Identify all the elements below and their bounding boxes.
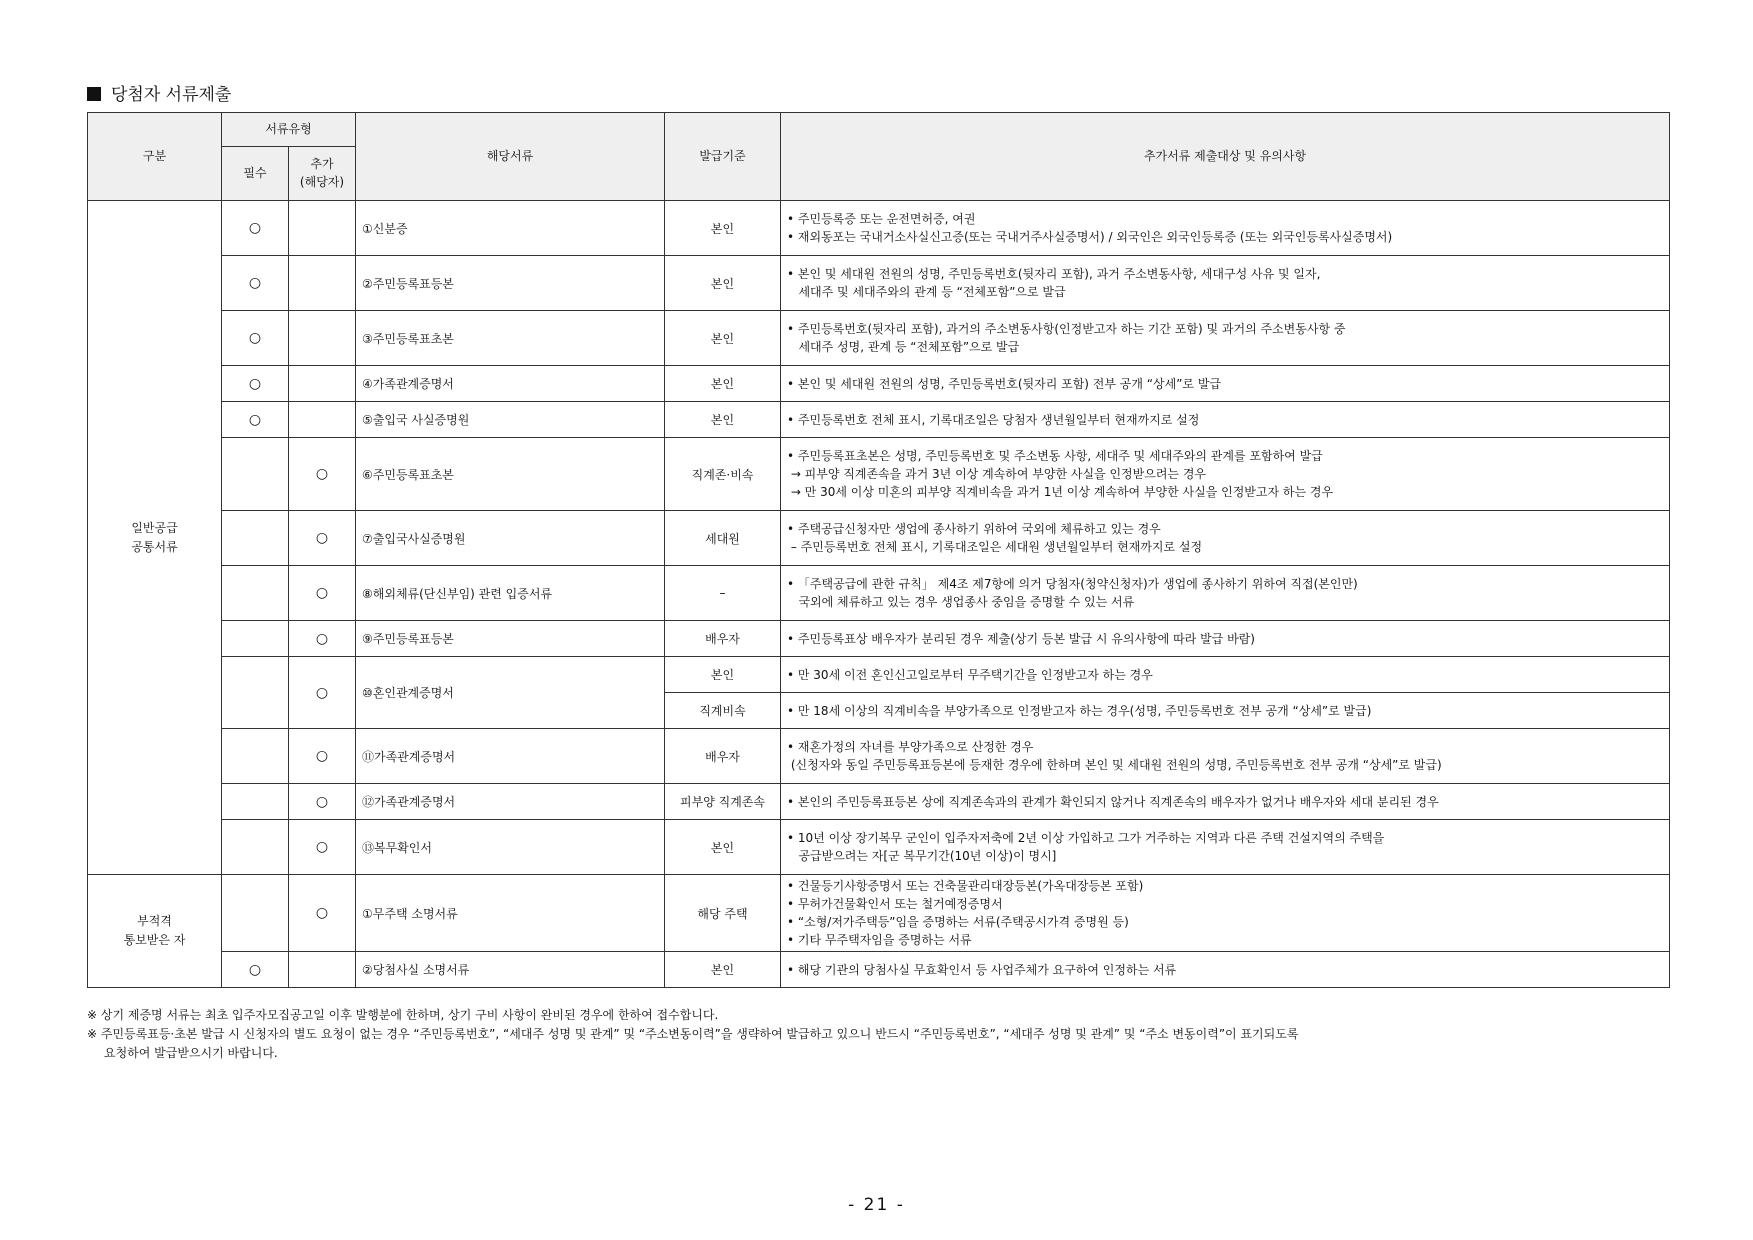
issuance-standard: 피부양 직계존속 [665, 784, 781, 820]
document-name: ②당첨사실 소명서류 [356, 952, 665, 988]
header-category: 구분 [88, 113, 222, 201]
issuance-standard: 본인 [665, 402, 781, 438]
table-row [88, 402, 1670, 438]
table-row [88, 875, 1670, 952]
notes-cell: • 재혼가정의 자녀를 부양가족으로 산정한 경우 (신청자와 동일 주민등록표등본에 등재한 경우에 한하며 본인 및 세대원 전원의 성명, 주민등록번호 전부 공개 “상세”로 발급) [781, 729, 1670, 784]
required-mark [222, 566, 289, 621]
required-mark: ○ [222, 366, 289, 402]
header-standard: 발급기준 [665, 113, 781, 201]
issuance-standard: 본인 [665, 952, 781, 988]
issuance-standard: 본인 [665, 201, 781, 256]
additional-mark [289, 952, 356, 988]
table-row [88, 311, 1670, 366]
document-name: ⑧해외체류(단신부임) 관련 입증서류 [356, 566, 665, 621]
table-row [88, 621, 1670, 657]
issuance-standard: 본인 [665, 657, 781, 693]
table-row [88, 256, 1670, 311]
issuance-standard: 본인 [665, 820, 781, 875]
footnote-2-continued [87, 1044, 1687, 1063]
additional-mark [289, 366, 356, 402]
additional-mark [289, 201, 356, 256]
required-mark [222, 784, 289, 820]
required-mark [222, 621, 289, 657]
document-name: ⑥주민등록표초본 [356, 438, 665, 511]
notes-cell: • 주민등록번호(뒷자리 포함), 과거의 주소변동사항(인정받고자 하는 기간 포함) 및 과거의 주소변동사항 중 세대주 성명, 관계 등 “전체포함”으로 발급 [781, 311, 1670, 366]
additional-mark: ○ [289, 657, 356, 729]
notes-cell: • 「주택공급에 관한 규칙」 제4조 제7항에 의거 당첨자(청약신청자)가 생업에 종사하기 위하여 직접(본인만) 국외에 체류하고 있는 경우 생업종사 중임을 증명할 수 있는 서류 [781, 566, 1670, 621]
issuance-standard: 해당 주택 [665, 875, 781, 952]
table-row [88, 657, 1670, 693]
header-document: 해당서류 [356, 113, 665, 201]
additional-mark: ○ [289, 820, 356, 875]
table-row [88, 952, 1670, 988]
additional-mark: ○ [289, 784, 356, 820]
header-doc-type: 서류유형 [222, 113, 356, 147]
issuance-standard: 배우자 [665, 621, 781, 657]
required-mark: ○ [222, 402, 289, 438]
square-bullet-icon [87, 87, 101, 101]
section-heading [87, 80, 231, 105]
table-row [88, 366, 1670, 402]
additional-mark: ○ [289, 511, 356, 566]
required-mark [222, 875, 289, 952]
document-name: ⑤출입국 사실증명원 [356, 402, 665, 438]
required-mark [222, 438, 289, 511]
notes-cell: • 주민등록표상 배우자가 분리된 경우 제출(상기 등본 발급 시 유의사항에 따라 발급 바람) [781, 621, 1670, 657]
issuance-standard: 배우자 [665, 729, 781, 784]
required-mark [222, 657, 289, 729]
table-row [88, 820, 1670, 875]
category-cell: 부적격 통보받은 자 [88, 875, 222, 988]
notes-cell: • 10년 이상 장기복무 군인이 입주자저축에 2년 이상 가입하고 그가 거주하는 지역과 다른 주택 건설지역의 주택을 공급받으려는 자[군 복무기간(10년 이상)이 명시] [781, 820, 1670, 875]
required-mark [222, 511, 289, 566]
footnote-1: ※ 상기 제증명 서류는 최초 입주자모집공고일 이후 발행분에 한하며, 상기 구비 사항이 완비된 경우에 한하여 접수합니다. [87, 1008, 719, 1022]
notes-cell: • 본인의 주민등록표등본 상에 직계존속과의 관계가 확인되지 않거나 직계존속의 배우자가 없거나 배우자와 세대 분리된 경우 [781, 784, 1670, 820]
additional-mark [289, 311, 356, 366]
document-name: ⑦출입국사실증명원 [356, 511, 665, 566]
document-name: ⑬복무확인서 [356, 820, 665, 875]
additional-mark [289, 256, 356, 311]
issuance-standard: 본인 [665, 256, 781, 311]
table-row [88, 729, 1670, 784]
issuance-standard: 세대원 [665, 511, 781, 566]
additional-mark: ○ [289, 729, 356, 784]
notes-cell: • 만 18세 이상의 직계비속을 부양가족으로 인정받고자 하는 경우(성명, 주민등록번호 전부 공개 “상세”로 발급) [781, 693, 1670, 729]
issuance-standard: 본인 [665, 366, 781, 402]
notes-cell: • 해당 기관의 당첨사실 무효확인서 등 사업주체가 요구하여 인정하는 서류 [781, 952, 1670, 988]
required-mark: ○ [222, 311, 289, 366]
footnote-2-continued-text: 요청하여 발급받으시기 바랍니다. [104, 1046, 278, 1060]
additional-mark: ○ [289, 875, 356, 952]
table-row [88, 201, 1670, 256]
document-name: ②주민등록표등본 [356, 256, 665, 311]
issuance-standard: 직계비속 [665, 693, 781, 729]
header-notes: 추가서류 제출대상 및 유의사항 [781, 113, 1670, 201]
notes-cell: • 만 30세 이전 혼인신고일로부터 무주택기간을 인정받고자 하는 경우 [781, 657, 1670, 693]
document-name: ①무주택 소명서류 [356, 875, 665, 952]
notes-cell: • 주민등록표초본은 성명, 주민등록번호 및 주소변동 사항, 세대주 및 세대주와의 관계를 포함하여 발급 → 피부양 직계존속을 과거 3년 이상 계속하여 부양한 사실을 인정받으려는 경우 → 만 30세 이상 미혼의 피부양 직계비속을 과거 1년 이상 계속하여 부양한 사실을 인정받고자 하는 경우 [781, 438, 1670, 511]
additional-mark [289, 402, 356, 438]
document-name: ⑩혼인관계증명서 [356, 657, 665, 729]
required-mark: ○ [222, 256, 289, 311]
issuance-standard: 직계존·비속 [665, 438, 781, 511]
additional-mark: ○ [289, 621, 356, 657]
notes-cell: • 주택공급신청자만 생업에 종사하기 위하여 국외에 체류하고 있는 경우 – 주민등록번호 전체 표시, 기록대조일은 세대원 생년월일부터 현재까지로 설정 [781, 511, 1670, 566]
document-name: ⑫가족관계증명서 [356, 784, 665, 820]
notes-cell: • 주민등록번호 전체 표시, 기록대조일은 당첨자 생년월일부터 현재까지로 설정 [781, 402, 1670, 438]
page-number: - 21 - [848, 1195, 905, 1215]
notes-cell: • 주민등록증 또는 운전면허증, 여권 • 재외동포는 국내거소사실신고증(또는 국내거주사실증명서) / 외국인은 외국인등록증 (또는 외국인등록사실증명서) [781, 201, 1670, 256]
documents-table [87, 112, 1670, 988]
additional-mark: ○ [289, 566, 356, 621]
section-title: 당첨자 서류제출 [111, 85, 232, 105]
issuance-standard: 본인 [665, 311, 781, 366]
header-additional: 추가 (해당자) [289, 147, 356, 201]
document-name: ③주민등록표초본 [356, 311, 665, 366]
notes-cell: • 본인 및 세대원 전원의 성명, 주민등록번호(뒷자리 포함) 전부 공개 “상세”로 발급 [781, 366, 1670, 402]
document-name: ①신분증 [356, 201, 665, 256]
additional-mark: ○ [289, 438, 356, 511]
document-name: ⑪가족관계증명서 [356, 729, 665, 784]
issuance-standard: – [665, 566, 781, 621]
category-cell: 일반공급 공통서류 [88, 201, 222, 875]
required-mark: ○ [222, 952, 289, 988]
table-row [88, 784, 1670, 820]
table-body [88, 201, 1670, 988]
required-mark [222, 729, 289, 784]
document-name: ④가족관계증명서 [356, 366, 665, 402]
footnote-2: ※ 주민등록표등·초본 발급 시 신청자의 별도 요청이 없는 경우 “주민등록번호”, “세대주 성명 및 관계” 및 “주소변동이력”을 생략하여 발급하고 있으니 반드시 “주민등록번호”, “세대주 성명 및 관계” 및 “주소 변동이력”이 표기되도록 [87, 1027, 1299, 1041]
document-name: ⑨주민등록표등본 [356, 621, 665, 657]
notes-cell: • 본인 및 세대원 전원의 성명, 주민등록번호(뒷자리 포함), 과거 주소변동사항, 세대구성 사유 및 일자, 세대주 및 세대주와의 관계 등 “전체포함”으로 발급 [781, 256, 1670, 311]
notes-cell: • 건물등기사항증명서 또는 건축물관리대장등본(가옥대장등본 포함) • 무허가건물확인서 또는 철거예정증명서 • “소형/저가주택등”임을 증명하는 서류(주택공시가격 증명원 등) • 기타 무주택자임을 증명하는 서류 [781, 875, 1670, 952]
header-required: 필수 [222, 147, 289, 201]
table-row [88, 511, 1670, 566]
table-row [88, 566, 1670, 621]
required-mark: ○ [222, 201, 289, 256]
table-row [88, 438, 1670, 511]
required-mark [222, 820, 289, 875]
